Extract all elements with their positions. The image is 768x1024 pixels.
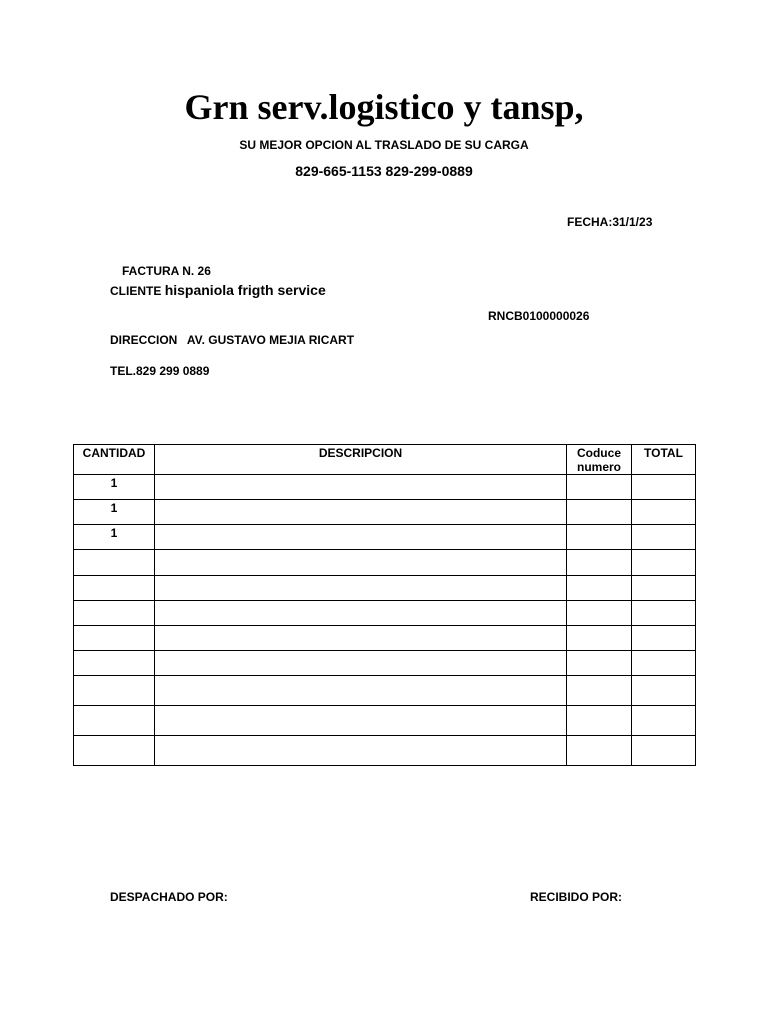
cell-codigo <box>567 706 632 736</box>
cell-total <box>632 475 696 500</box>
cell-total <box>632 626 696 651</box>
table-row <box>74 475 696 500</box>
rnc-number: RNCB0100000026 <box>488 309 590 323</box>
cell-cantidad <box>74 651 155 676</box>
cell-descripcion <box>155 475 567 500</box>
cell-codigo <box>567 550 632 576</box>
cell-total <box>632 736 696 766</box>
cell-total <box>632 676 696 706</box>
cell-descripcion <box>155 576 567 601</box>
cell-codigo <box>567 525 632 550</box>
table-row <box>74 601 696 626</box>
cell-codigo <box>567 601 632 626</box>
cell-cantidad: 1 <box>74 525 155 550</box>
cell-cantidad: 1 <box>74 475 155 500</box>
table-row <box>74 706 696 736</box>
cell-cantidad <box>74 601 155 626</box>
cell-total <box>632 706 696 736</box>
cell-codigo <box>567 736 632 766</box>
cell-cantidad: 1 <box>74 500 155 525</box>
client-line <box>110 282 326 298</box>
received-by-label: RECIBIDO POR: <box>530 890 623 904</box>
cell-cantidad <box>74 676 155 706</box>
header-descripcion: DESCRIPCION <box>155 445 567 475</box>
cell-cantidad <box>74 576 155 601</box>
cell-cantidad <box>74 736 155 766</box>
company-phones: 829-665-1153 829-299-0889 <box>295 163 473 179</box>
table-row <box>74 676 696 706</box>
telephone: TEL.829 299 0889 <box>110 364 210 378</box>
table-row <box>74 525 696 550</box>
address-value: AV. GUSTAVO MEJIA RICART <box>186 333 355 347</box>
cell-total <box>632 525 696 550</box>
company-name: Grn serv.logistico y tansp, <box>184 87 584 127</box>
cell-cantidad <box>74 626 155 651</box>
address-label: DIRECCION <box>110 333 178 347</box>
header-cantidad: CANTIDAD <box>74 445 155 475</box>
header-code-line1: Coduce <box>576 446 621 460</box>
table-header-row <box>74 445 696 475</box>
client-name: hispaniola frigth service <box>164 282 326 298</box>
cell-descripcion <box>155 651 567 676</box>
table-row <box>74 651 696 676</box>
cell-codigo <box>567 626 632 651</box>
cell-descripcion <box>155 500 567 525</box>
table-row <box>74 500 696 525</box>
cell-total <box>632 576 696 601</box>
cell-total <box>632 601 696 626</box>
cell-descripcion <box>155 676 567 706</box>
address-line <box>110 333 354 347</box>
invoice-number: FACTURA N. 26 <box>122 264 211 278</box>
cell-codigo <box>567 475 632 500</box>
header-code-line2: numero <box>576 460 621 474</box>
cell-codigo <box>567 500 632 525</box>
cell-cantidad <box>74 550 155 576</box>
cell-codigo <box>567 651 632 676</box>
cell-descripcion <box>155 525 567 550</box>
header-total: TOTAL <box>632 445 696 475</box>
cell-cantidad <box>74 706 155 736</box>
cell-codigo <box>567 576 632 601</box>
items-table <box>73 444 696 766</box>
invoice-date: FECHA:31/1/23 <box>567 215 653 229</box>
table-row <box>74 736 696 766</box>
cell-total <box>632 651 696 676</box>
table-row <box>74 626 696 651</box>
client-label: CLIENTE <box>110 284 162 298</box>
cell-total <box>632 550 696 576</box>
cell-total <box>632 500 696 525</box>
cell-descripcion <box>155 736 567 766</box>
header-code <box>567 445 632 475</box>
table-row <box>74 550 696 576</box>
table-row <box>74 576 696 601</box>
cell-descripcion <box>155 626 567 651</box>
cell-descripcion <box>155 550 567 576</box>
cell-codigo <box>567 676 632 706</box>
cell-descripcion <box>155 601 567 626</box>
cell-descripcion <box>155 706 567 736</box>
dispatched-by-label: DESPACHADO POR: <box>110 890 228 904</box>
company-slogan: SU MEJOR OPCION AL TRASLADO DE SU CARGA <box>239 138 529 152</box>
